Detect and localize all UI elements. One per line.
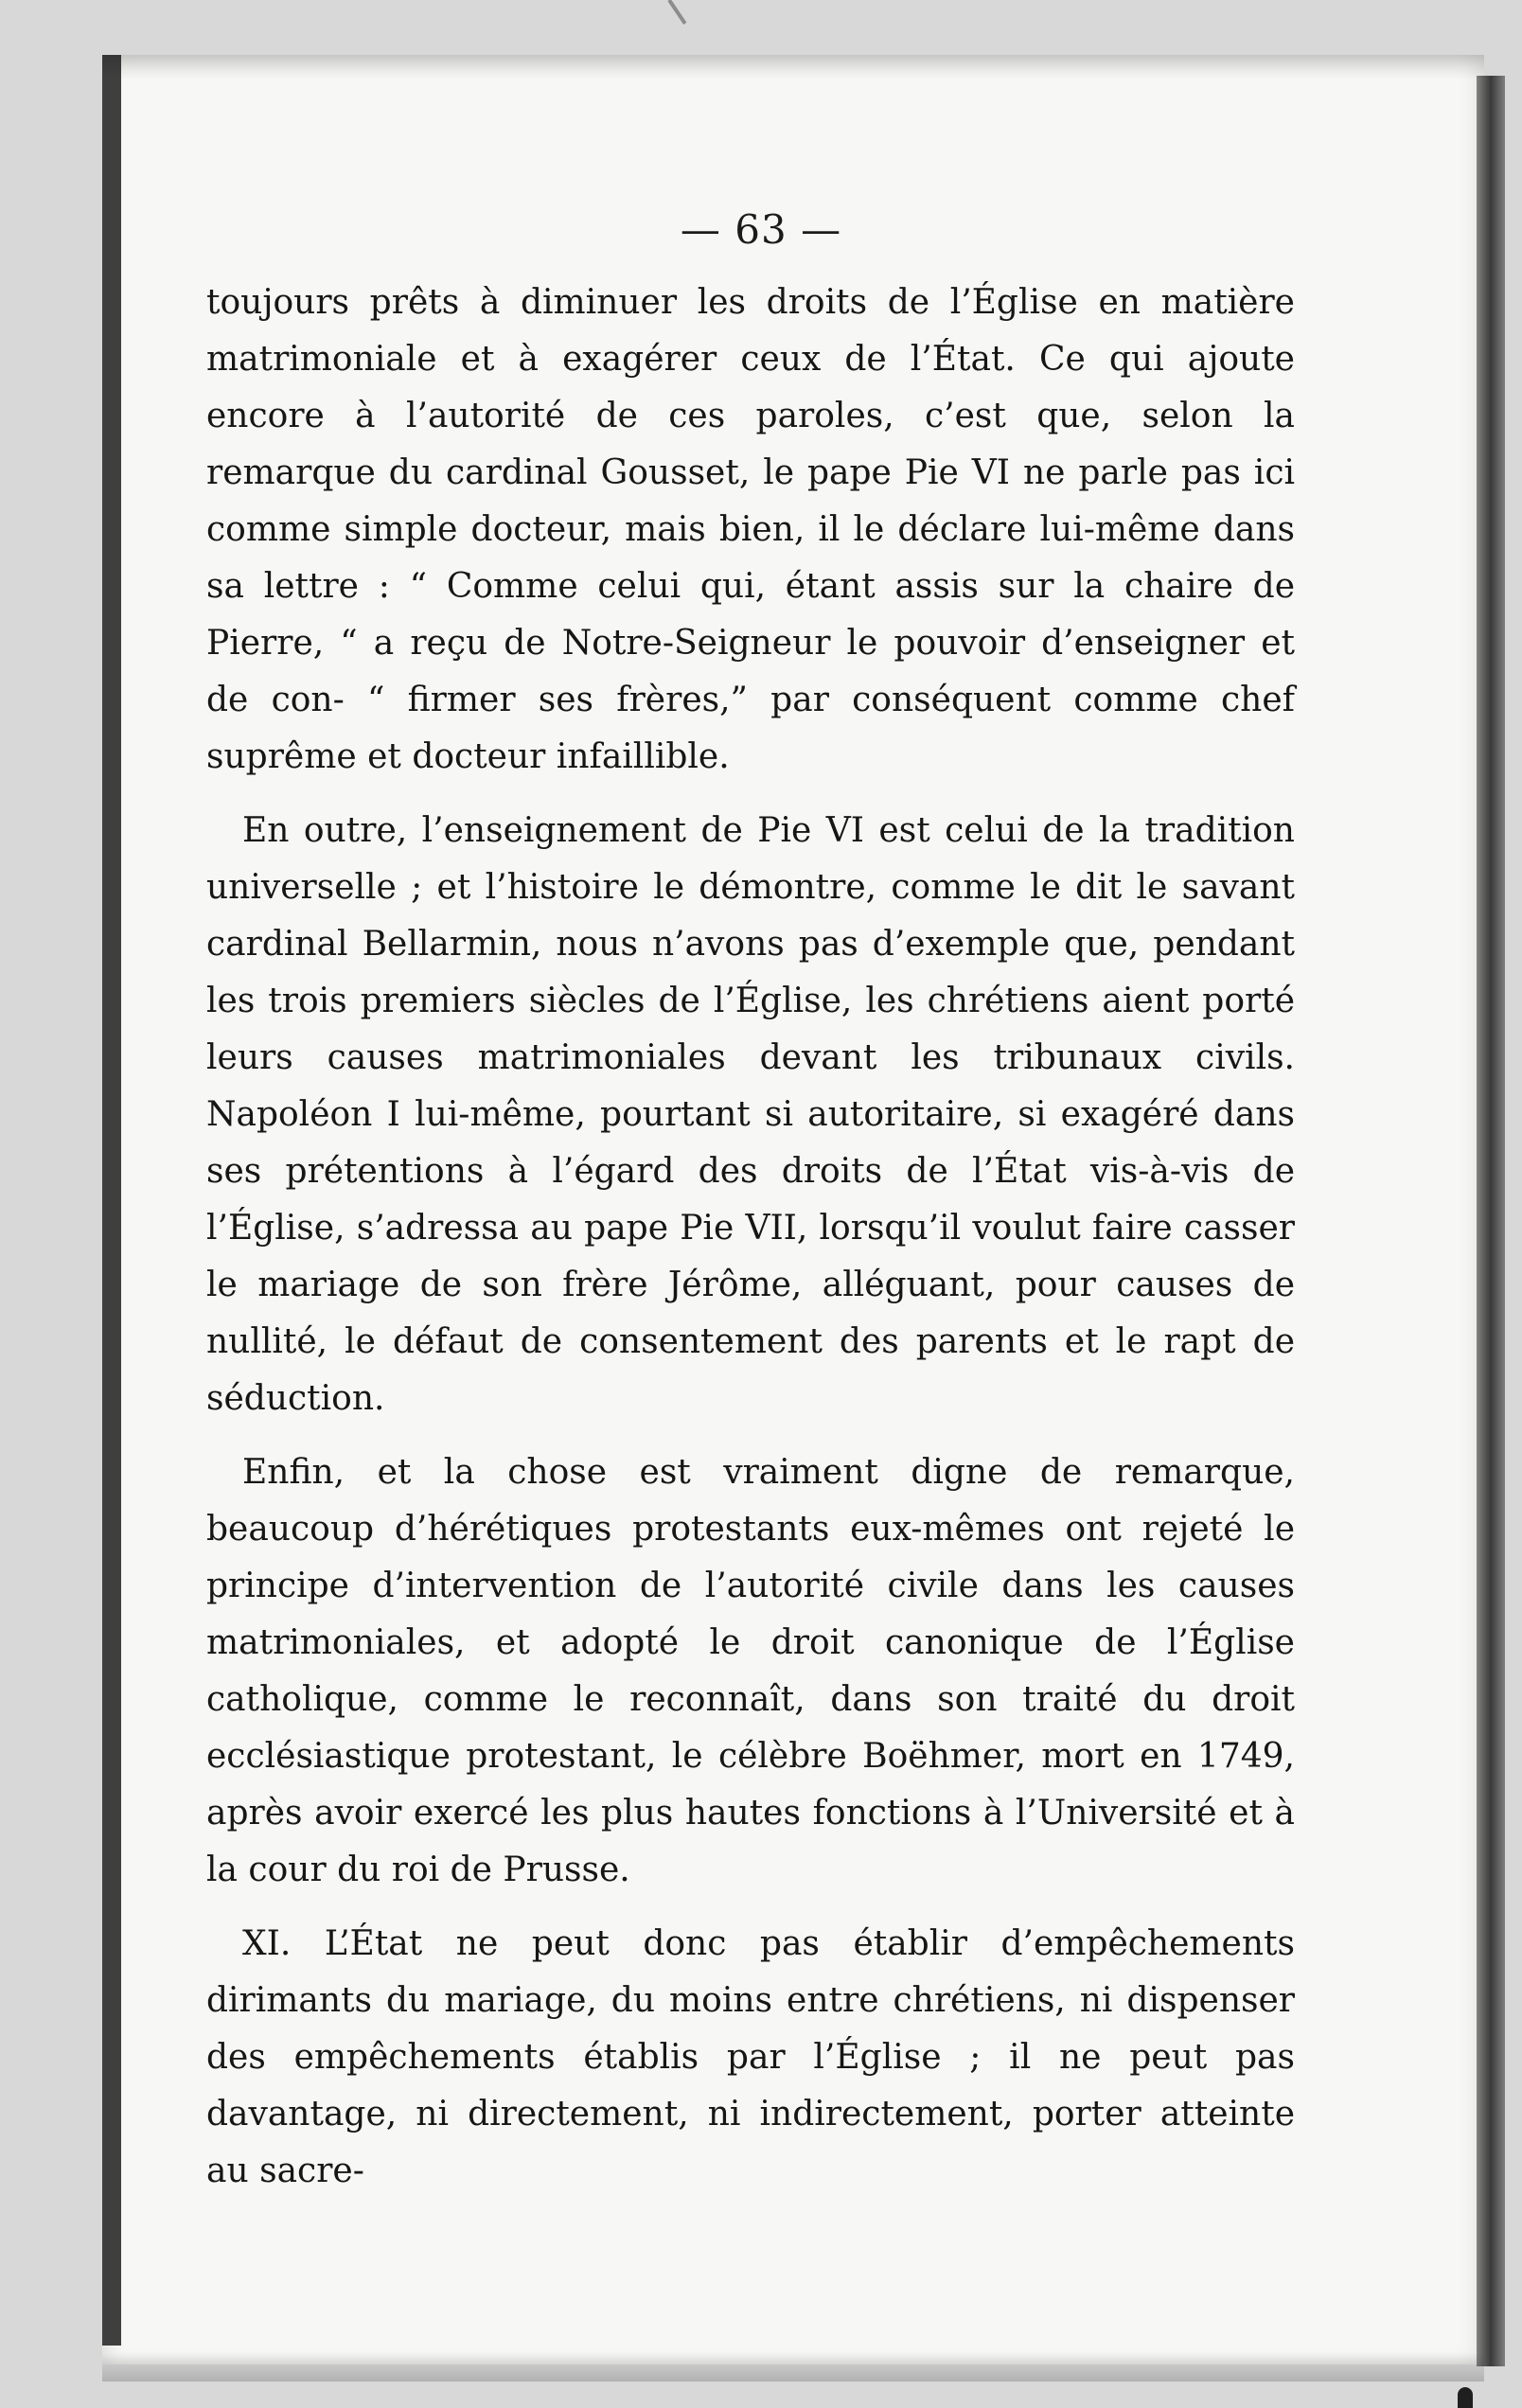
scan-mark-bottom	[1458, 2387, 1473, 2408]
paragraph-2: En outre, l’enseignement de Pie VI est celui de la tradition universelle ; et l’histoire le démontre, comme le dit le savant cardinal Bellarmin, nous n’avons pas d’exemple que, pendant les trois premiers siècles de l’Église, les chrétiens aient porté leurs causes matrimoniales devant les tribunaux civils. Napoléon I lui-même, pourtant si autoritaire, si exagéré dans ses prétentions à l’égard des droits de l’État vis-à-vis de l’Église, s’adressa au pape Pie VII, lorsqu’il voulut faire casser le mariage de son frère Jérôme, alléguant, pour causes de nullité, le défaut de consentement des parents et le rapt de séduction.	[206, 811, 1295, 1418]
paragraph-1: toujours prêts à diminuer les droits de l’Église en matière matrimoniale et à exagérer ceux de l’État. Ce qui ajoute encore à l’autorité de ces paroles, c’est que, selon la remarque du cardinal Gousset, le pape Pie VI ne parle pas ici comme simple docteur, mais bien, il le déclare lui-même dans sa lettre : “ Comme celui qui, étant assis sur la chaire de Pierre, “ a reçu de Notre-Seigneur le pouvoir d’enseigner et de con- “ firmer ses frères,” par conséquent comme chef suprême et docteur infaillible.	[206, 283, 1295, 776]
page-text	[206, 274, 1295, 2200]
page-top-shadow	[102, 55, 1484, 80]
page-bottom-shadow	[102, 2353, 1484, 2381]
page-left-border	[102, 55, 121, 2346]
paragraph-3: Enfin, et la chose est vraiment digne de remarque, beaucoup d’hérétiques protestants eux-mêmes ont rejeté le principe d’intervention de l’autorité civile dans les causes matrimoniales, et adopté le droit canonique de l’Église catholique, comme le reconnaît, dans son traité du droit ecclésiastique protestant, le célèbre Boëhmer, mort en 1749, après avoir exercé les plus hautes fonctions à l’Université et à la cour du roi de Prusse.	[206, 1453, 1295, 1889]
page-number: — 63 —	[680, 206, 842, 253]
page-right-edge	[1477, 76, 1505, 2366]
paragraph-4: XI. L’État ne peut donc pas établir d’empêchements dirimants du mariage, du moins entre chrétiens, ni dispenser des empêchements établis par l’Église ; il ne peut pas davantage, ni directement, ni indirectement, porter atteinte au sacre-	[206, 1924, 1295, 2190]
